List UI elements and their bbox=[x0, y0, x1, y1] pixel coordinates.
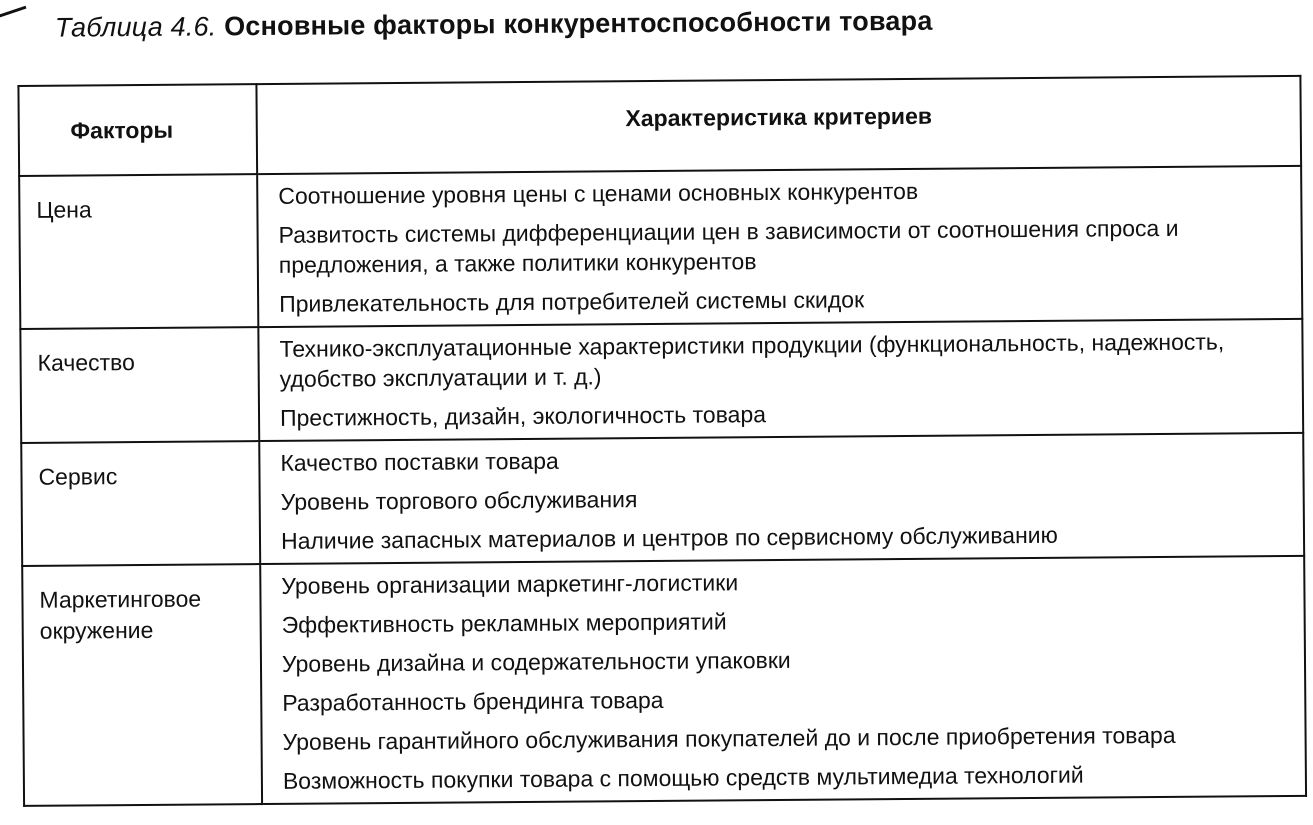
header-criteria: Характеристика критериев bbox=[256, 76, 1301, 174]
criteria-cell bbox=[257, 166, 1302, 327]
criteria-cell bbox=[260, 556, 1306, 804]
criteria-cell bbox=[259, 433, 1304, 564]
caption-title: Основные факторы конкурентоспособности товара bbox=[224, 5, 933, 42]
factor-cell: Качество bbox=[20, 327, 259, 443]
criterion-item: Разработанность брендинга товара bbox=[282, 686, 664, 716]
header-factors: Факторы bbox=[18, 84, 257, 176]
criterion-item: Качество поставки товара bbox=[280, 447, 559, 476]
criterion-item: Эффективность рекламных мероприятий bbox=[281, 608, 727, 638]
criterion-item: Наличие запасных материалов и центров по сервисному обслуживанию bbox=[280, 521, 1058, 554]
criterion-item: Возможность покупки товара с помощью средств мультимедиа технологий bbox=[282, 761, 1084, 794]
factors-table bbox=[17, 75, 1307, 807]
factor-cell: Цена bbox=[19, 174, 258, 329]
table-header-row bbox=[18, 76, 1301, 176]
table-row-marketing bbox=[22, 556, 1306, 806]
criterion-item: Привлекательность для потребителей системы скидок bbox=[279, 286, 865, 317]
table-row-service bbox=[21, 433, 1304, 566]
factor-cell: Сервис bbox=[21, 441, 260, 566]
criterion-item: Уровень торгового обслуживания bbox=[280, 486, 638, 515]
table-row-quality bbox=[20, 319, 1303, 443]
factor-cell: Маркетинговое окружение bbox=[22, 564, 262, 806]
criterion-item: Развитость системы дифференциации цен в зависимости от соотношения спроса и предложения, а также политики конкурентов bbox=[278, 214, 1179, 278]
criterion-item: Уровень организации маркетинг-логистики bbox=[281, 569, 739, 599]
criterion-item: Технико-эксплуатационные характеристики продукции (функциональность, надежность, удобство эксплуатации и т. д.) bbox=[279, 328, 1225, 392]
criterion-item: Уровень дизайна и содержательности упаковки bbox=[281, 646, 791, 677]
criterion-item: Уровень гарантийного обслуживания покупателей до и после приобретения товара bbox=[282, 721, 1176, 755]
criteria-cell bbox=[258, 319, 1303, 441]
scan-corner-mark bbox=[0, 6, 26, 20]
criterion-item: Престижность, дизайн, экологичность товара bbox=[279, 401, 767, 431]
caption-label: Таблица 4.6. bbox=[54, 11, 217, 43]
table-caption bbox=[55, 6, 933, 44]
criterion-item: Соотношение уровня цены с ценами основных конкурентов bbox=[278, 177, 919, 209]
table-row-price bbox=[19, 166, 1302, 329]
